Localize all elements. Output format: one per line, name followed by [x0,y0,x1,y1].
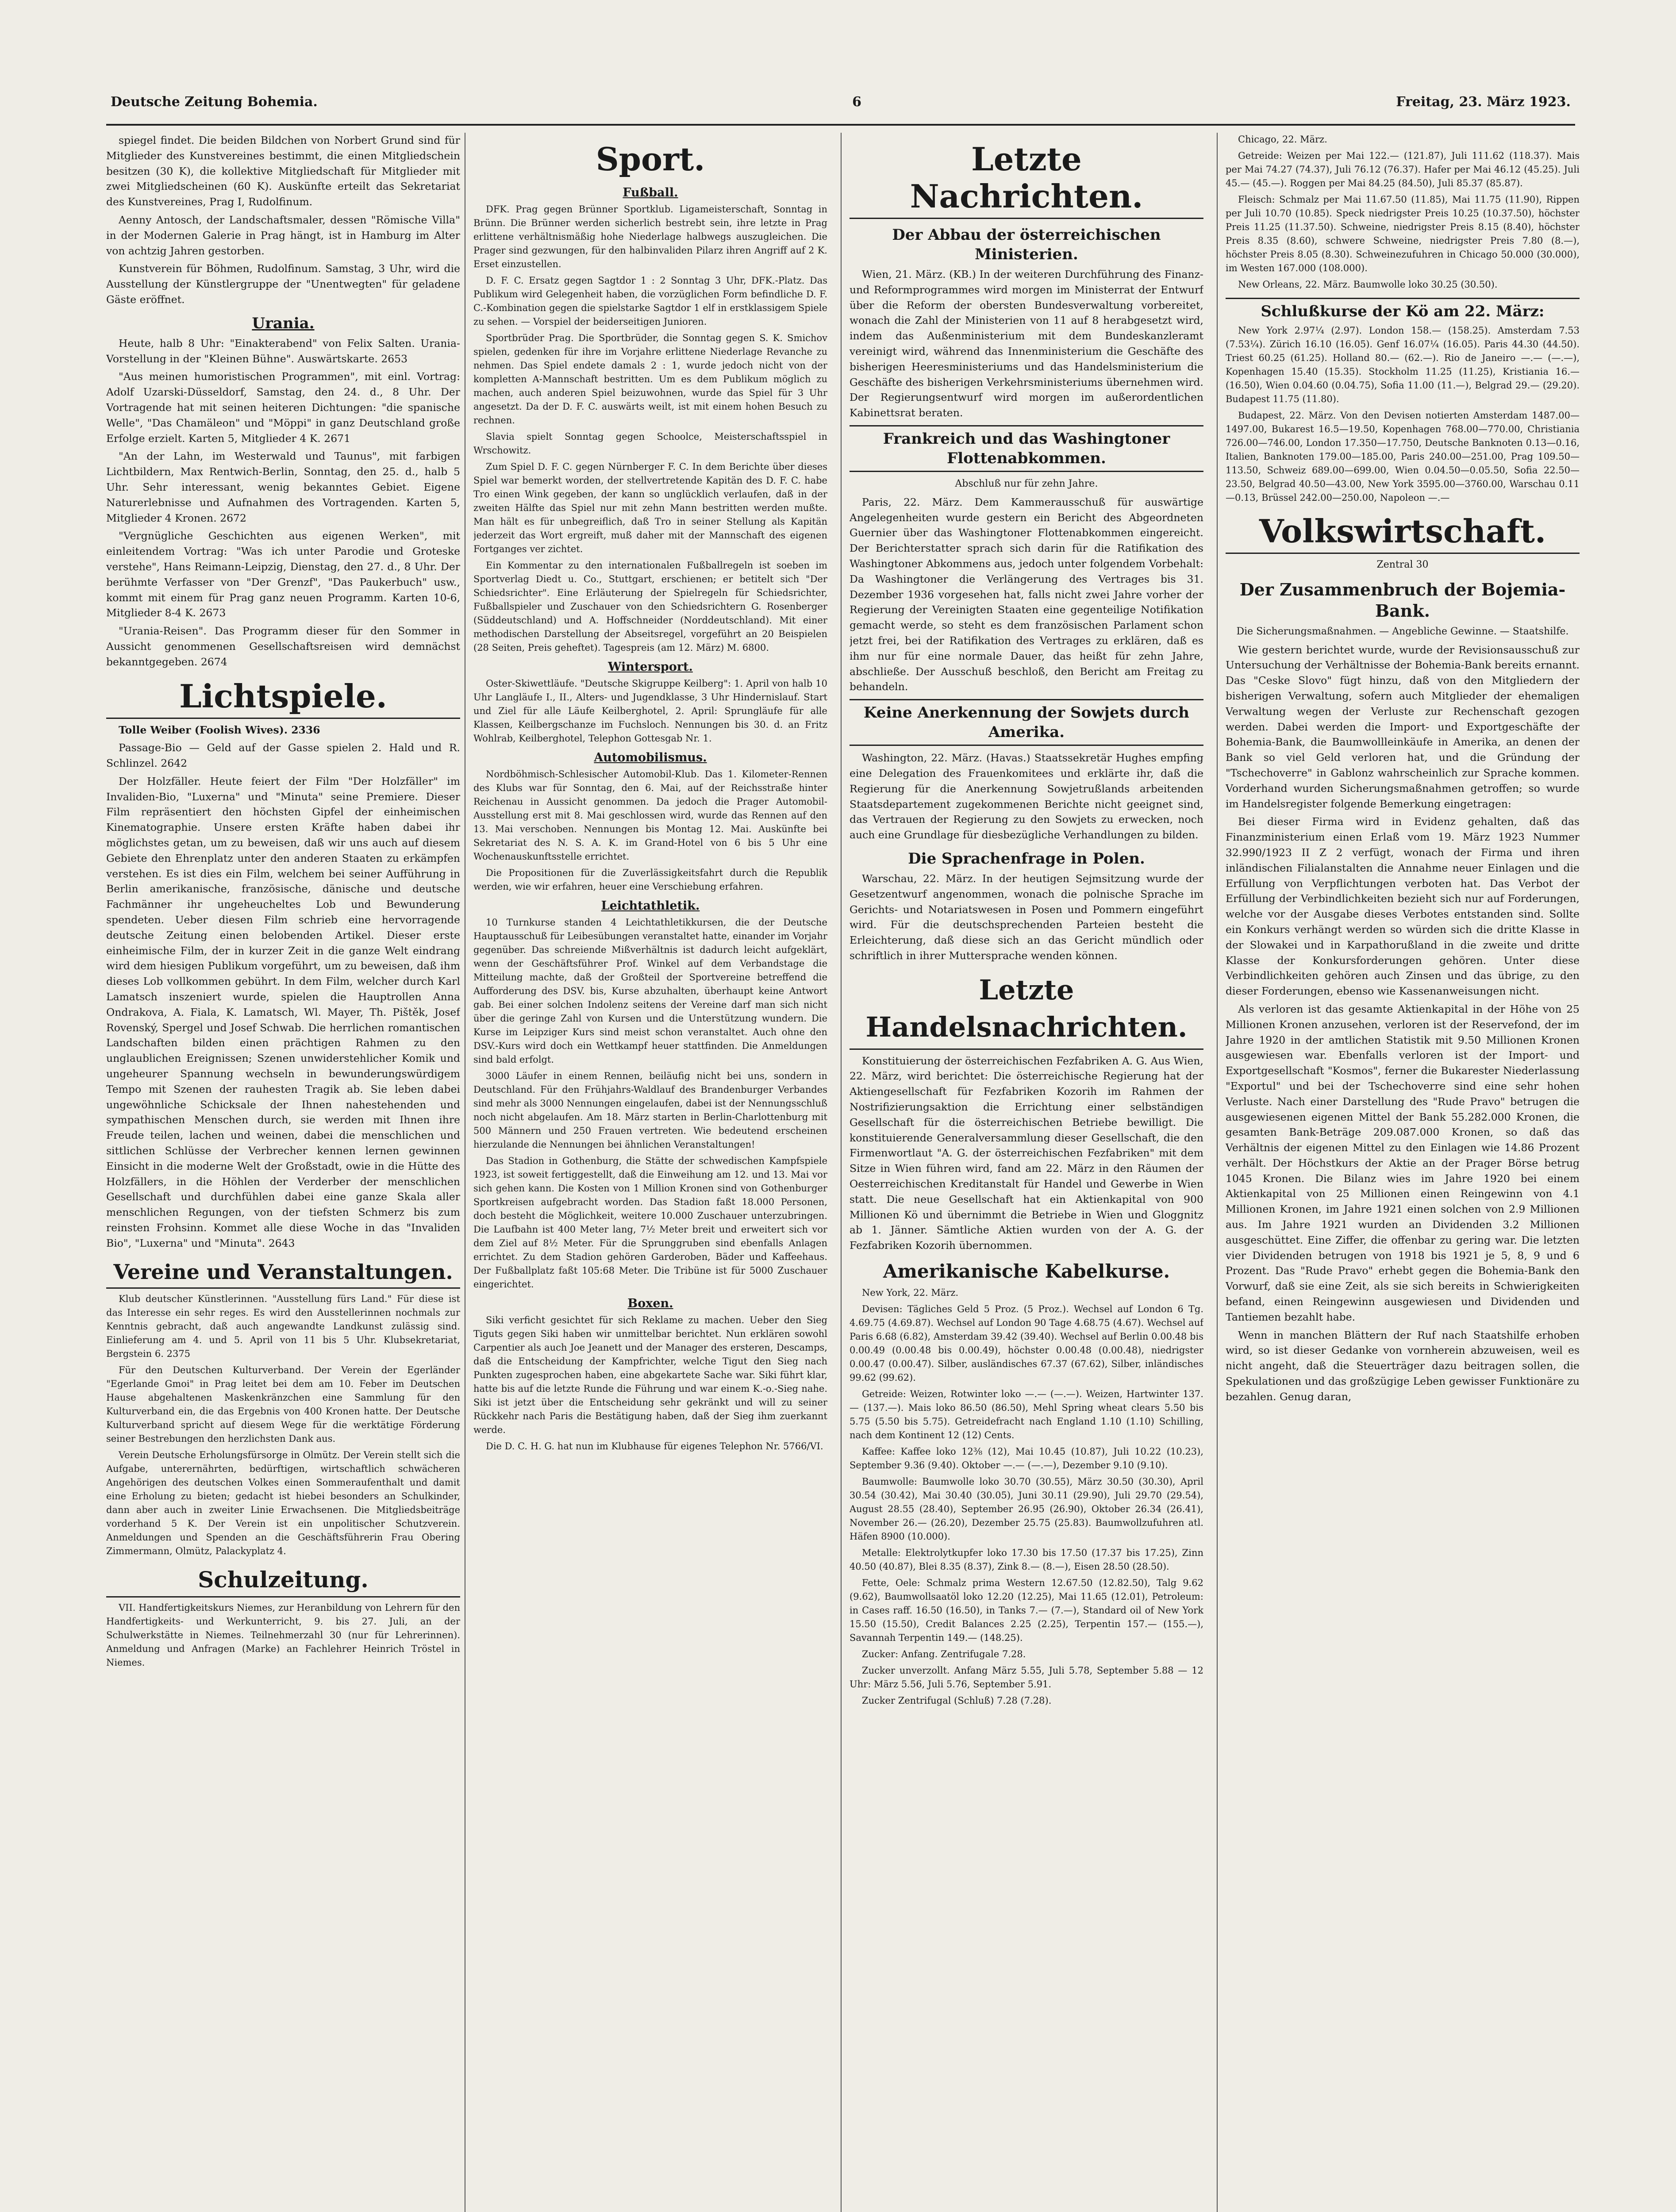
article-paragraph: spiegel findet. Die beiden Bildchen von Norbert Grund sind für Mitglieder des Kunstvereines bestimmt, die einen Mitgliedschein besitzen (30 K), die kollektive Mitgliedschaft für Mitglieder mit zwei Mitgliedscheinen (60 K). Auskünfte erteilt das Sekretariat des Kunstvereines, Prag I, Rudolfinum. [106,134,460,208]
article-paragraph: Der Holzfäller. Heute feiert der Film "Der Holzfäller" im Invaliden-Bio, "Luxerna" und "Minuta" seine Premiere. Dieser Film repräsentiert den höchsten Gipfel der einheimischen Kinematographie. Unsere ersten Kräfte haben dabei ihr möglichstes getan, um zu beweisen, daß wir uns auch auf diesem Gebiete den Ehrenplatz unter den anderen Staaten zu erkämpfen verstehen. Es ist dies ein Film, welchem bei seiner Aufführung in Berlin amerikanische, französische, dänische und deutsche Fachmänner ihr ungeheucheltes Lob und Bewunderung spendeten. Ueber diesen Film schrieb eine hervorragende deutsche Zeitung einen belobenden Artikel. Dieser erste einheimische Film, der in kurzer Zeit in die ganze Welt eindrang wird dem hiesigen Publikum vorgeführt, um zu beweisen, daß ihm dieses Lob vollkommen gebührt. In dem Film, welcher durch Karl Lamatsch inszeniert wurde, spielen die Hauptrollen Anna Ondrakova, A. Fiala, K. Lamatsch, Wl. Mayer, Th. Pištěk, Josef Rovenský, Spergel und Josef Schwab. Die herrlichen romantischen Landschaften bilden einen prächtigen Rahmen zu den unglaublichen Ereignissen; Szenen unwiderstehlicher Komik und ungeheurer Spannung wechseln in bewunderungswürdigem Tempo mit Szenen der rauhesten Tragik ab. Sie leben dabei ungewöhnliche Schicksale der Ihnen nahestehenden und sympathischen Menschen durch, sie werden mit Ihnen ihre Freude teilen, lachen und weinen, dabei die menschlichen und sittlichen Schlüsse der Verbrecher kennen lernen gewinnen Einsicht in die moderne Welt der Großstadt, owie in die Hütte des Holzfällers, in die Höhlen der Verderber der menschlichen Gesellschaft und durchfühlen dabei eine ganze Skala aller menschlichen Regungen, von der tiefsten Schmerz bis zum reinsten Frohsinn. Kommet alle diese Woche in das "Invaliden Bio", "Luxerna" und "Minuta". 2643 [106,775,460,1249]
page-number: 6 [852,94,861,110]
headline-subtitle: Die Sicherungsmaßnahmen. — Angebliche Gewinne. — Staatshilfe. [1236,626,1569,637]
section-heading-volkswirtschaft: Volkswirtschaft. [1226,513,1580,554]
article-paragraph: Kaffee: Kaffee loko 12⅜ (12), Mai 10.45 (10.87), Juli 10.22 (10.23), September 9.36 (9.40). Oktober —.— (—.—), Dezember 9.10 (9.10). [850,1446,1203,1471]
article-paragraph: Heute, halb 8 Uhr: "Einakterabend" von Felix Salten. Urania-Vorstellung in der "Kleinen Bühne". Auswärtskarte. 2653 [106,337,460,365]
article-paragraph: Wenn in manchen Blättern der Ruf nach Staatshilfe erhoben wird, so ist dieser Gedanke von vornherein abzuweisen, weil es nicht angeht, daß die Steuerträger dazu beitragen sollen, die Spekulationen und das großzügige Leben gewisser Funktionäre zu bezahlen. Genug daran, [1226,1329,1580,1403]
article-paragraph: Bei dieser Firma wird in Evidenz gehalten, daß das Finanzministerium einen Erlaß vom 19. März 1923 Nummer 32.990/1923 II Z 2 verfügt, wonach der Firma und ihren inländischen Filialanstalten die Annahme neuer Einlagen und die Erfüllung von Verpflichtungen verboten hat. Das Verbot der Erfüllung der Verbindlichkeiten bezieht sich nur auf Forderungen, welche vor der Ausgabe dieses Verbotes entstanden sind. Sollte ein Konkurs verhängt werden so würden sich die dritte Klasse in der Slowakei und in Karpathorußland in die zweite und dritte Klasse der Konkursforderungen gehören. Unter diese Verbindlichkeiten gehören auch Zinsen und das übrige, zu den dieser Forderungen, ebenso wie Kassenanweisungen nicht. [1226,815,1580,998]
article-paragraph: Chicago, 22. März. [1238,134,1327,145]
headline-sprachenfrage: Die Sprachenfrage in Polen. [908,849,1145,868]
article-paragraph: Konstituierung der österreichischen Fezfabriken A. G. Aus Wien, 22. März, wird berichtet: Die österreichische Regierung hat der Aktiengesellschaft für Fezfabriken Kozorih im Rahmen der Nostrifizierungsaktion die Errichtung einer selbständigen Gesellschaft für die österreichischen Betriebe bewilligt. Die konstituierende Generalversammlung dieser Gesellschaft, die den Firmenwortlaut "A. G. der österreichischen Fezfabriken" mit dem Sitze in Wien führen wird, fand am 22. März in den Räumen der Oesterreichischen Kreditanstalt für Handel und Gewerbe in Wien statt. Die neue Gesellschaft hat ein Aktienkapital von 900 Millionen Kö und übernimmt die Betriebe in Wien und Gloggnitz ab 1. Jänner. Sämtliche Aktien wurden von der A. G. der Fezfabriken Kozorih übernommen. [850,1054,1203,1252]
article-paragraph: Klub deutscher Künstlerinnen. "Ausstellung fürs Land." Für diese ist das Interesse ein sehr reges. Es wird den Ausstellerinnen nochmals zur Kenntnis gebracht, daß auch angewandte Landkunst zulässig sind. Einlieferung am 4. und 5. April von 11 bis 5 Uhr. Klubsekretariat, Bergstein 6. 2375 [106,1293,460,1359]
article-paragraph: 10 Turnkurse standen 4 Leichtathletikkursen, die der Deutsche Hauptausschuß für Leibesübungen veranstaltet hatte, einander im Vorjahr gegenüber. Das schreiende Mißverhältnis ist dadurch leicht aufgeklärt, wenn der Geschäftsführer Prof. Winkel auf dem Verbandstage die Mitteilung machte, daß der Großteil der Sportvereine betreffend die Aufforderung des DSV. bis, Kurse abzuhalten, überhaupt keine Antwort gab. Bei einer solchen Indolenz seitens der Vereine darf man sich nicht über die geringe Zahl von Kursen und die Unterstützung wundern. Die Kurse im Leipziger Kurs sind meist schon veranstaltet. Auch ohne den DSV.-Kurs wird doch ein Wettkampf heuer stattfinden. Die Anmeldungen sind bald erfolgt. [473,917,827,1065]
article-paragraph: Nordböhmisch-Schlesischer Automobil-Klub. Das 1. Kilometer-Rennen des Klubs war für Sonntag, den 6. Mai, auf der Reichsstraße hinter Reichenau in Aussicht genommen. Da jedoch die Prager Automobil-Ausstellung erst mit 8. Mai geschlossen wird, wurde das Rennen auf den 13. Mai verschoben. Nennungen bis Montag 12. Mai. Auskünfte bei Sekretariat des N. S. A. K. im Grand-Hotel von 6 bis 5 Uhr eine Wochenauskunftsstelle errichtet. [473,769,827,862]
article-paragraph: Aenny Antosch, der Landschaftsmaler, dessen "Römische Villa" in der Modernen Galerie in Prag hängt, ist in Hamburg im Alter von achtzig Jahren gestorben. [106,213,460,257]
article-paragraph: Das Stadion in Gothenburg, die Stätte der schwedischen Kampfspiele 1923, ist soweit fertiggestellt, daß die Einweihung am 12. und 13. Mai vor sich gehen kann. Die Kosten von 1 Million Kronen sind von Gothenburger Sportkreisen aufgebracht worden. Das Stadion faßt 18.000 Personen, doch besteht die Möglichkeit, weitere 10.000 Zuschauer unterzubringen. Die Laufbahn ist 400 Meter lang, 7½ Meter breit und erweitert sich vor dem Ziel auf 8½ Meter. Für die Sprunggruben sind ebenfalls Anlagen errichtet. Zu dem Stadion gehören Garderoben, Bäder und Kaffeehaus. Der Fußballplatz faßt 105:68 Meter. Die Tribüne ist für 5000 Zuschauer eingerichtet. [473,1156,827,1290]
article-paragraph: D. F. C. Ersatz gegen Sagtdor 1 : 2 Sonntag 3 Uhr, DFK.-Platz. Das Publikum wird Gelegenheit haben, die vorzüglichen Form befindliche D. F. C.-Kombination gegen die spielstarke Sagtdor 1 elf in erstklassigem Spiele zu sehen. — Vorspiel der beiderseitigen Junioren. [473,275,827,327]
column-divider [841,133,842,2212]
article-paragraph: Budapest, 22. März. Von den Devisen notierten Amsterdam 1487.00—1497.00, Bukarest 16.5—19.50, Kopenhagen 768.00—770.00, Christiania 726.00—746.00, London 17.350—17.750, Deutsche Banknoten 0.13—0.16, Italien, Banknoten 179.00—185.00, Paris 240.00—251.00, Prag 109.50—113.50, Schweiz 689.00—699.00, Wien 0.04.50—0.05.50, Sofia 22.50—23.50, Belgrad 40.50—43.00, New York 3595.00—3760.00, Warschau 0.11—0.13, Brüssel 242.00—250.00, Napoleon —.— [1226,410,1580,503]
article-paragraph: "Vergnügliche Geschichten aus eigenen Werken", mit einleitendem Vortrag: "Was ich unter Parodie und Groteske verstehe", Hans Reimann-Leipzig, Dienstag, den 27. d., 8 Uhr. Der berühmte Verfasser von "Der Grenzf", "Das Paukerbuch" usw., kommt mit einem für Prag ganz neuen Programm. Karten 10-6, Mitglieder 8-4 K. 2673 [106,530,460,619]
headline-schlusskurse: Schlußkurse der Kö am 22. März: [1226,298,1580,321]
column-2 [473,133,827,2212]
article-paragraph: Als verloren ist das gesamte Aktienkapital in der Höhe von 25 Millionen Kronen anzusehen, verloren ist der Reservefond, der im Jahre 1920 in der amtlichen Statistik mit 9.50 Millionen Kronen ausgewiesen war. Ebenfalls verloren ist der Import- und Exportgesellschaft "Kosmos", ferner die Bukarester Niederlassung "Exportul" und bei der Tschechoverre sind eine sehr hohen Verluste. Nach einer Darstellung des "Rude Pravo" betrugen die ausgewiesenen eigenen Mittel der Bank 55.282.000 Kronen, die gesamten Bank-Beträge 209.087.000 Kronen, so daß das Verhältnis der eigenen Mittel zu den Einlagen wie 14.86 Prozent verhält. Der Höchstkurs der Aktie an der Prager Börse betrug 1045 Kronen. Die Bilanz wies im Jahre 1920 bei einem Aktienkapital von 25 Millionen einen Reingewinn von 4.1 Millionen Kronen, im Jahre 1921 einen solchen von 2.9 Millionen aus. Im Jahre 1921 wurden an Dividenden 3.2 Millionen ausgeschüttet. Eine Ziffer, die offenbar zu gering war. Die letzten vier Dividenden betrugen von 1918 bis 1921 je 5, 8, 9 und 6 Prozent. Das "Rude Pravo" erhebt gegen die Bohemia-Bank den Vorwurf, daß sie eine Zeit, als sie sich bereits in Schwierigkeiten befand, einen Reingewinn ausgewiesen und Dividenden und Tantiemen bezahlt habe. [1226,1002,1580,1323]
article-paragraph: Siki verficht gesichtet für sich Reklame zu machen. Ueber den Sieg Tiguts gegen Siki haben wir unmittelbar berichtet. Nun erklären sowohl Carpentier als auch Joe Jeanett und der Manager des ersteren, Descamps, daß die Entscheidung der Kampfrichter, welche Tigut den Sieg nach Punkten zugesprochen haben, eine abgekartete Sache war. Siki führt klar, hatte bis auf die letzte Runde die Führung und war einem K.-o.-Sieg nahe. Siki ist jetzt über die Entscheidung sehr gekränkt und will zu seiner Rückkehr nach Paris die Bestätigung haben, daß der Sieg ihm zuerkannt werde. [473,1315,827,1435]
article-paragraph: Tolle Weiber (Foolish Wives). 2336 [119,723,320,736]
page-header [111,88,1571,115]
article-paragraph: Metalle: Elektrolytkupfer loko 17.30 bis 17.50 (17.37 bis 17.25), Zinn 40.50 (40.87), Blei 8.35 (8.37), Zink 8.— (8.—), Eisen 28.50 (28.50). [850,1548,1203,1572]
article-paragraph: Oster-Skiwettläufe. "Deutsche Skigruppe Keilberg": 1. April von halb 10 Uhr Langläufe I., II., Alters- und Jugendklasse, 3 Uhr Hindernislauf. Start und Ziel für alle Läufe Keilberghotel, 2. April: Sprungläufe für alle Klassen, Keilbergschanze im Fuchsloch. Nennungen bis 30. d. an Fritz Wohlrab, Keilberghotel, Telephon Gottesgab Nr. 1. [473,678,827,744]
article-paragraph: New Orleans, 22. März. Baumwolle loko 30.25 (30.50). [1238,279,1498,290]
article-paragraph: Verein Deutsche Erholungsfürsorge in Olmütz. Der Verein stellt sich die Aufgabe, unterernährten, bedürftigen, wirtschaftlich schwächeren Angehörigen des deutschen Volkes einen Sommeraufenthalt und damit eine Erholung zu bieten; gedacht ist hiebei besonders an Schulkinder, dann aber auch in zweiter Linie Erwachsenen. Die Mitgliedsbeiträge vorderhand 5 K. Der Verein ist ein unpolitischer Schutzverein. Anmeldungen und Spenden an die Geschäftsführerin Frau Obering Zimmermann, Olmütz, Palackyplatz 4. [106,1449,460,1556]
article-paragraph: "An der Lahn, im Westerwald und Taunus", mit farbigen Lichtbildern, Max Rentwich-Berlin, Sonntag, den 25. d., halb 5 Uhr. Sehr interessant, wenig bekanntes Gebiet. Eigene Naturerlebnisse und Aufnahmen des Vortragenden. Karten 5, Mitglieder 4 Kronen. 2672 [106,450,460,524]
article-paragraph: Slavia spielt Sonntag gegen Schoolce, Meisterschaftsspiel in Wrschowitz. [473,431,827,456]
column-4 [1226,133,1580,2212]
article-paragraph: Fette, Oele: Schmalz prima Western 12.67.50 (12.82.50), Talg 9.62 (9.62), Baumwollsaatöl loko 12.20 (12.25), Mai 11.65 (12.01), Petroleum: in Cases raff. 16.50 (16.50), in Tanks 7.— (7.—), Standard oil of New York 15.50 (15.50), Credit Balances 2.25 (2.25), Terpentin 157.— (155.—), Savannah Terpentin 149.— (148.25). [850,1578,1203,1644]
section-heading-sport: Sport. [596,140,705,178]
article-paragraph: "Urania-Reisen". Das Programm dieser für den Sommer in Aussicht genommenen Gesellschaftsreisen wird demnächst bekanntgegeben. 2674 [106,625,460,668]
article-paragraph: Paris, 22. März. Dem Kammerausschuß für auswärtige Angelegenheiten wurde gestern ein Bericht des Abgeordneten Guernier über das Washingtoner Flottenabkommen eingereicht. Der Berichterstatter sprach sich darin für die Ratifikation des Washingtoner Abkommens aus, jedoch unter folgendem Vorbehalt: Da Washingtoner die Verlängerung des Vertrages bis 31. Dezember 1936 vorgesehen hat, falls nicht zwei Jahre vorher der Regierung der Vereinigten Staaten eine gegenteilige Notifikation gemacht werde, so steht es dem französischen Parlament schon jetzt frei, bei der Ratifikation des Vertrages zu erklären, daß es ihm nur für eine normale Dauer, das heißt für zehn Jahre, abschließe. Der Ausschuß beschloß, den Bericht am Freitag zu behandeln. [850,495,1203,693]
article-paragraph: Ein Kommentar zu den internationalen Fußballregeln ist soeben im Sportverlag Diedt u. Co., Stuttgart, erschienen; er betitelt sich "Der Schiedsrichter". Eine Erläuterung der Spielregeln für Schiedsrichter, Fußballspieler und Zuschauer von den Schiedsrichtern G. Rosenberger (Süddeutschland) und A. Hoffschneider (Norddeutschland). Mit einer methodischen Darstellung der Abseitsregel, vorgeführt an 20 Beispielen (28 Seiten, Preis geheftet). Tagespreis (am 12. März) M. 6800. [473,560,827,653]
article-paragraph: Kunstverein für Böhmen, Rudolfinum. Samstag, 3 Uhr, wird die Ausstellung der Künstlergruppe der "Unentwegten" für geladene Gäste eröffnet. [106,262,460,306]
article-paragraph: Baumwolle: Baumwolle loko 30.70 (30.55), März 30.50 (30.30), April 30.54 (30.42), Mai 30.40 (30.05), Juni 30.11 (29.90), Juli 29.70 (29.54), August 28.55 (28.40), September 26.95 (26.90), Oktober 26.34 (26.41), November 26.— (26.20), Dezember 25.75 (25.83). Baumwollzufuhren atl. Häfen 8900 (10.000). [850,1476,1203,1542]
article-paragraph: Sportbrüder Prag. Die Sportbrüder, die Sonntag gegen S. K. Smichov spielen, gedenken für ihre im Vorjahre erlittene Niederlage Revanche zu nehmen. Das Spiel endete damals 2 : 1, wurde jedoch nicht von der kompletten A-Mannschaft bestritten. Um es dem Publikum möglich zu machen, auch anderen Spiel beizuwohnen, wurde das Spiel für 3 Uhr angesetzt. Da der D. F. C. auswärts weilt, ist mit einem hohen Besuch zu rechnen. [473,333,827,426]
subheading-leichtathletik: Leichtathletik. [601,899,700,913]
headline-kabelkurse: Amerikanische Kabelkurse. [883,1260,1170,1283]
headline-abbau: Der Abbau der österreichischen Ministerien. [892,226,1161,263]
subheading-fussball: Fußball. [623,186,678,200]
section-subtitle: Zentral 30 [1376,559,1429,570]
article-paragraph: New York, 22. März. [862,1287,959,1298]
section-heading-urania: Urania. [252,314,315,332]
headline-subtitle: Abschluß nur für zehn Jahre. [955,478,1098,489]
article-paragraph: Zum Spiel D. F. C. gegen Nürnberger F. C. In dem Berichte über dieses Spiel war bemerkt worden, der stellvertretende Kapitän des D. F. C. habe Tro einen Wink gegeben, der kann so unglücklich verlaufen, daß in der zweiten Hälfte das Spiel nur mit zehn Mann bestritten werden mußte. Man hält es für unbegreiflich, daß Tro in seiner Stellung als Kapitän jederzeit das Wort ergreift, muß daher mit der Mannschaft des eigenen Fortganges ver zichtet. [473,461,827,554]
headline-frankreich: Frankreich und das Washingtoner Flottenabkommen. [850,425,1203,472]
column-3 [850,133,1203,2212]
masthead-title: Deutsche Zeitung Bohemia. [111,94,318,110]
article-paragraph: 3000 Läufer in einem Rennen, beiläufig nicht bei uns, sondern in Deutschland. Für den Frühjahrs-Waldlauf des Brandenburger Verbandes sind mehr als 3000 Nennungen eingelaufen, dabei ist der Nennungsschluß noch nicht abgelaufen. Am 18. März starten in Berlin-Charlottenburg mit 500 Männern und 250 Frauen vertreten. Wie bedeutend erscheinen hierzulande die Nennungen bei ähnlichen Veranstaltungen! [473,1071,827,1150]
article-paragraph: Die D. C. H. G. hat nun im Klubhause für eigenes Telephon Nr. 5766/VI. [486,1441,823,1452]
column-1 [106,133,460,2212]
issue-date: Freitag, 23. März 1923. [1396,94,1571,110]
article-paragraph: New York 2.97¼ (2.97). London 158.— (158.25). Amsterdam 7.53 (7.53¼). Zürich 16.10 (16.05). Genf 16.07¼ (16.05). Paris 44.30 (44.50). Triest 60.25 (61.25). Holland 80.— (62.—). Rio de Janeiro —.— (—.—), Kopenhagen 15.40 (15.35). Stockholm 11.25 (11.25), Kristiania 16.— (16.50), Wien 0.04.60 (0.04.75), Sofia 11.00 (11.—), Belgrad 29.— (29.20). Budapest 11.75 (11.80). [1226,325,1580,404]
article-paragraph: "Aus meinen humoristischen Programmen", mit einl. Vortrag: Adolf Uzarski-Düsseldorf, Samstag, den 24. d., 8 Uhr. Der Vortragende hat mit seinen heiteren Dichtungen: "die spanische Welle", "Das Chamäleon" und "Möppi" in ganz Deutschland große Erfolge erzielt. Karten 5, Mitglieder 4 K. 2671 [106,370,460,445]
subheading-automobilismus: Automobilismus. [594,751,707,764]
header-rule [106,124,1575,126]
subheading-boxen: Boxen. [627,1297,673,1310]
section-heading-schulzeitung: Schulzeitung. [106,1566,460,1598]
headline-sowjets: Keine Anerkennung der Sowjets durch Amerika. [850,699,1203,746]
section-heading-vereine: Vereine und Veranstaltungen. [106,1259,460,1289]
article-paragraph: Getreide: Weizen per Mai 122.— (121.87), Juli 111.62 (118.37). Mais per Mai 74.27 (74.37), Juli 76.12 (76.37). Hafer per Mai 46.12 (45.25). Juli 45.— (45.—). Roggen per Mai 84.25 (84.50), Juli 85.37 (85.87). [1226,150,1580,188]
article-paragraph: Zucker: Anfang. Zentrifugale 7.28. [862,1649,1026,1660]
article-paragraph: Fleisch: Schmalz per Mai 11.67.50 (11.85), Mai 11.75 (11.90), Rippen per Juli 10.70 (10.85). Speck niedrigster Preis 10.25 (10.37.50), höchster Preis 11.25 (11.37.50). Schweine, niedrigster Preis 8.15 (8.40), höchster Preis 8.35 (8.60), schwere Schweine, niedrigster Preis 7.80 (8.—), höchster Preis 8.05 (8.30). Schweinezufuhren in Chicago 50.000 (30.000), im Westen 167.000 (108.000). [1226,194,1580,273]
article-paragraph: Wien, 21. März. (KB.) In der weiteren Durchführung des Finanz- und Reformprogrammes wird morgen im Ministerrat der Entwurf über die Reform der obersten Bundesverwaltung vorbereitet, wonach die Zahl der Ministerien von 11 auf 8 herabgesetzt wird, indem das Außenministerium mit dem Bundeskanzleramt vereinigt wird, während das Innenministerium die Geschäfte des bisherigen Heeresministeriums und das Handelsministerium die Geschäfte des bisherigen Verkehrsministeriums übernehmen wird. Der Regierungsentwurf wird morgen im außerordentlichen Kabinettsrat beraten. [850,268,1203,419]
section-heading-handelsnachrichten: Letzte Handelsnachrichten. [850,972,1203,1050]
article-paragraph: Wie gestern berichtet wurde, wurde der Revisionsausschuß zur Untersuchung der Verhältnisse der Bohemia-Bank bereits ernannt. Das "Ceske Slovo" fügt hinzu, daß von den Mitgliedern der bisherigen Verwaltung, sofern auch Mitglieder der ehemaligen Verwaltung wegen der Verluste zur Rechenschaft gezogen werden. Dabei werden die Import- und Exportgeschäfte der Bohemia-Bank, die Baumwollleinkäufe in Amerika, an denen der Bank so viel Geld verloren hat, und die Gründung der "Tschechoverre" in Gablonz wahrscheinlich zur Sprache kommen. Vorderhand wurden Sicherungsmaßnahmen getroffen; so wurde im Handelsregister folgende Bemerkung eingetragen: [1226,643,1580,810]
article-paragraph: Die Propositionen für die Zuverlässigkeitsfahrt durch die Republik werden, wie wir erfahren, heuer eine Verschiebung erfahren. [473,868,827,892]
article-paragraph: Zucker unverzollt. Anfang März 5.55, Juli 5.78, September 5.88 — 12 Uhr: März 5.56, Juli 5.76, September 5.91. [850,1665,1203,1690]
article-paragraph: Warschau, 22. März. In der heutigen Sejmsitzung wurde der Gesetzentwurf angenommen, wonach die polnische Sprache im Gerichts- und Notariatswesen in Posen und Pommern eingeführt wird. Für die deutschsprechenden Parteien besteht die Erleichterung, daß diese sich an das Gericht mündlich oder schriftlich in ihrer Muttersprache wenden können. [850,872,1203,962]
headline-bojemia-bank: Der Zusammenbruch der Bojemia-Bank. [1239,579,1566,621]
column-divider [1217,133,1218,2212]
article-paragraph: Devisen: Tägliches Geld 5 Proz. (5 Proz.). Wechsel auf London 6 Tg. 4.69.75 (4.69.87). Wechsel auf London 90 Tage 4.68.75 (4.67). Wechsel auf Paris 6.68 (6.82), Amsterdam 39.42 (39.40). Wechsel auf Berlin 0.00.48 bis 0.00.49 (0.00.48 bis 0.00.49), höchster 0.00.48 (0.00.48), niedrigster 0.00.47 (0.00.47). Silber, ausländisches 67.37 (67.62), Silber, inländisches 99.62 (99.62). [850,1304,1203,1383]
article-paragraph: Zucker Zentrifugal (Schluß) 7.28 (7.28). [862,1695,1052,1706]
article-paragraph: Passage-Bio — Geld auf der Gasse spielen 2. Hald und R. Schlinzel. 2642 [106,741,460,770]
article-paragraph: Getreide: Weizen, Rotwinter loko —.— (—.—). Weizen, Hartwinter 137.— (137.—). Mais loko 86.50 (86.50), Mehl Spring wheat clears 5.50 bis 5.75 (5.50 bis 5.75). Getreidefracht nach England 1.10 (1.10) Schilling, nach dem Kontinent 12 (12) Cents. [850,1389,1203,1441]
article-paragraph: VII. Handfertigkeitskurs Niemes, zur Heranbildung von Lehrern für den Handfertigkeits- und Werkunterricht, 9. bis 27. Juli, an der Schulwerkstätte in Niemes. Teilnehmerzahl 30 (nur für Lehrerinnen). Anmeldung und Anfragen (Marke) an Fachlehrer Heinrich Tröstel in Niemes. [106,1602,460,1668]
subheading-wintersport: Wintersport. [608,660,693,674]
section-heading-lichtspiele: Lichtspiele. [106,678,460,719]
article-paragraph: Washington, 22. März. (Havas.) Staatssekretär Hughes empfing eine Delegation des Frauenkomitees und erklärte ihr, daß die Regierung für die Anerkennung Sowjetrußlands arbeitenden Staatsdepartement zugekommenen Berichte nicht geeignet sind, das Vertrauen der Regierung zu den Sowjets zu erwecken, noch auch eine Grundlage für diesbezügliche Verhandlungen zu bilden. [850,752,1203,841]
article-paragraph: DFK. Prag gegen Brünner Sportklub. Ligameisterschaft, Sonntag in Brünn. Die Brünner werden sicherlich bestrebt sein, ihre letzte in Prag erlittene verhältnismäßig hohe Niederlage halbwegs auszugleichen. Die Prager sind gezwungen, für den halbinvaliden Pilarz ihren Angriff auf 2 K. Erset einzustellen. [473,204,827,269]
section-heading-letzte-nachrichten: Letzte Nachrichten. [850,141,1203,219]
article-paragraph: Für den Deutschen Kulturverband. Der Verein der Egerländer "Egerlande Gmoi" in Prag leitet bei dem am 10. Feber im Deutschen Hause abgehaltenen Maskenkränzchen eine Sammlung für den Kulturverband ein, die das Ergebnis von 400 Kronen hatte. Der Deutsche Kulturverband spricht auf diesem Wege für die werktätige Förderung seiner Bestrebungen den herzlichsten Dank aus. [106,1364,460,1444]
